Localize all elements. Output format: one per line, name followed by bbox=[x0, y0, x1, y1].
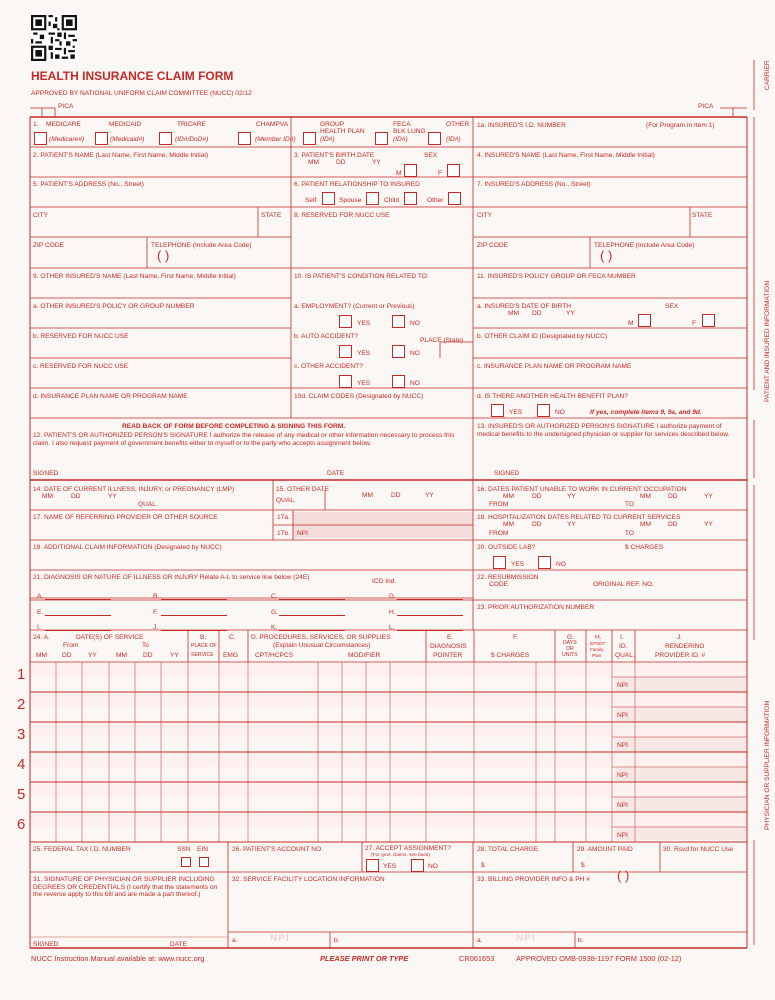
box9d-label: d. INSURANCE PLAN NAME OR PROGRAM NAME bbox=[33, 393, 188, 400]
box24-from: From bbox=[63, 642, 79, 649]
box11-label: 11. INSURED'S POLICY GROUP OR FECA NUMBER bbox=[477, 273, 636, 280]
box22-orig: ORIGINAL REF. NO. bbox=[593, 581, 654, 588]
footer-mid: PLEASE PRINT OR TYPE bbox=[320, 954, 409, 963]
box9a-label: a. OTHER INSURED'S POLICY OR GROUP NUMBER bbox=[33, 303, 195, 310]
other-id: (ID#) bbox=[446, 136, 461, 143]
10c-no: NO bbox=[410, 380, 420, 387]
service-line-npi: NPI bbox=[617, 742, 628, 749]
champva-checkbox[interactable] bbox=[238, 132, 251, 145]
box24j-rendering: RENDERING bbox=[665, 643, 705, 650]
diagnosis-line[interactable] bbox=[161, 615, 227, 616]
box24i-qual: QUAL. bbox=[615, 652, 635, 659]
box3-sex: SEX bbox=[424, 152, 438, 159]
box16-mm2: MM bbox=[640, 493, 651, 500]
box16-dd: DD bbox=[532, 493, 542, 500]
box3-mm: MM bbox=[308, 159, 319, 166]
service-line-number: 1 bbox=[17, 666, 26, 683]
box3-male-checkbox[interactable] bbox=[404, 164, 417, 177]
box31-text: 31. SIGNATURE OF PHYSICIAN OR SUPPLIER INCLUDING DEGREES OR CREDENTIALS (I certify that the statements on the reverse apply to this bill and are made a part thereof.) bbox=[33, 876, 218, 898]
27-yes-checkbox[interactable] bbox=[366, 859, 379, 872]
medicaid-label: MEDICAID bbox=[109, 121, 142, 128]
champva-id: (Member ID#) bbox=[255, 136, 296, 143]
box14-qual: QUAL. bbox=[138, 501, 158, 508]
service-line-number: 6 bbox=[17, 816, 26, 833]
box20-charges: $ CHARGES bbox=[625, 544, 664, 551]
box24b-label: B. bbox=[200, 634, 207, 641]
box11d-note: If yes, complete items 9, 9a, and 9d. bbox=[590, 409, 702, 416]
10b-no-checkbox[interactable] bbox=[392, 345, 405, 358]
box32a: a. bbox=[232, 937, 238, 944]
box32-label: 32. SERVICE FACILITY LOCATION INFORMATION bbox=[232, 876, 385, 883]
11a-m: M bbox=[628, 320, 634, 327]
carrier-label: CARRIER bbox=[764, 60, 771, 90]
box24-dates: DATE(S) OF SERVICE bbox=[76, 634, 144, 641]
box31-date: DATE bbox=[170, 941, 188, 948]
box10c-label: c. OTHER ACCIDENT? bbox=[294, 363, 363, 370]
box24g-days: DAYS bbox=[563, 640, 577, 646]
box6-child: Child bbox=[384, 197, 400, 204]
box24b-place: PLACE OF bbox=[191, 643, 217, 649]
medicare-label: MEDICARE bbox=[46, 121, 81, 128]
box24-dd1: DD bbox=[62, 652, 72, 659]
box15-qual: QUAL. bbox=[276, 497, 296, 504]
box8-label: 8. RESERVED FOR NUCC USE bbox=[294, 212, 390, 219]
box3-female-checkbox[interactable] bbox=[447, 164, 460, 177]
diagnosis-letter: F. bbox=[153, 609, 159, 616]
box31-signed: SIGNED bbox=[33, 941, 59, 948]
box3-yy: YY bbox=[372, 159, 381, 166]
box15-label: 15. OTHER DATE bbox=[276, 486, 330, 493]
box24h-plan: Plan bbox=[592, 653, 602, 658]
box9b-label: b. RESERVED FOR NUCC USE bbox=[33, 333, 129, 340]
group-label: GROUP bbox=[320, 121, 345, 128]
box6-other: Other bbox=[427, 197, 444, 204]
box16-yy: YY bbox=[567, 493, 576, 500]
box15-mm: MM bbox=[362, 492, 373, 499]
10b-no: NO bbox=[410, 350, 420, 357]
diagnosis-letter: I. bbox=[37, 624, 41, 631]
box33-label: 33. BILLING PROVIDER INFO & PH # bbox=[477, 876, 590, 883]
11a-yy: YY bbox=[566, 310, 575, 317]
box18-dd: DD bbox=[532, 521, 542, 528]
insured-telephone: TELEPHONE (Include Area Code) bbox=[594, 242, 695, 249]
box10-label: 10. IS PATIENT'S CONDITION RELATED TO: bbox=[294, 273, 429, 280]
box3-dd: DD bbox=[336, 159, 346, 166]
box24e-diag: DIAGNOSIS bbox=[430, 643, 467, 650]
box16-mm: MM bbox=[503, 493, 514, 500]
box24-mm2: MM bbox=[116, 652, 127, 659]
box24h-family: Family bbox=[590, 647, 604, 652]
box30-label: 30. Rsvd for NUCC Use bbox=[663, 846, 733, 853]
box24h-epsdt: EPSDT bbox=[590, 641, 606, 646]
diagnosis-line[interactable] bbox=[45, 615, 111, 616]
box17-label: 17. NAME OF REFERRING PROVIDER OR OTHER SOURCE bbox=[33, 514, 218, 521]
diagnosis-line[interactable] bbox=[45, 630, 111, 631]
box33a-npi: NPI bbox=[516, 933, 536, 944]
service-line-number: 3 bbox=[17, 726, 26, 743]
box28-label: 28. TOTAL CHARGE bbox=[477, 846, 539, 853]
read-back-notice: READ BACK OF FORM BEFORE COMPLETING & SIGNING THIS FORM. bbox=[122, 423, 346, 430]
box11d-label: d. IS THERE ANOTHER HEALTH BENEFIT PLAN? bbox=[477, 393, 628, 400]
box11a-sex: SEX bbox=[665, 303, 679, 310]
box12-text: 12. PATIENT'S OR AUTHORIZED PERSON'S SIGNATURE I authorize the release of any medical or other information necessary to process this claim. I also request payment of government benefits either to myself or to the party who accepts assignment below. bbox=[33, 432, 455, 447]
11a-mm: MM bbox=[508, 310, 519, 317]
insured-state: STATE bbox=[692, 212, 713, 219]
ssn-checkbox[interactable] bbox=[181, 857, 191, 867]
diagnosis-letter: J. bbox=[153, 624, 159, 631]
box25-ein: EIN bbox=[197, 846, 208, 853]
box12-signed: SIGNED bbox=[33, 470, 59, 477]
box24i-id: ID. bbox=[619, 643, 628, 650]
box12-date: DATE bbox=[327, 470, 345, 477]
box6-self: Self bbox=[305, 197, 317, 204]
medicare-checkbox[interactable] bbox=[34, 132, 47, 145]
box16-yy2: YY bbox=[704, 493, 713, 500]
box24-to: To bbox=[142, 642, 149, 649]
box24h-label: H. bbox=[595, 634, 602, 641]
other-rel-checkbox[interactable] bbox=[448, 192, 461, 205]
service-line-npi: NPI bbox=[617, 772, 628, 779]
10a-yes-checkbox[interactable] bbox=[339, 315, 352, 328]
medicaid-id: (Medicaid#) bbox=[110, 136, 145, 143]
box25-label: 25. FEDERAL TAX I.D. NUMBER bbox=[33, 846, 131, 853]
medicaid-checkbox[interactable] bbox=[95, 132, 108, 145]
physician-side-label: PHYSICIAN OR SUPPLIER INFORMATION bbox=[764, 700, 771, 830]
10a-no-checkbox[interactable] bbox=[392, 315, 405, 328]
box25-ssn: SSN bbox=[177, 846, 191, 853]
feca-label: FECA bbox=[393, 121, 411, 128]
box24c-label: C. bbox=[229, 634, 236, 641]
diagnosis-line[interactable] bbox=[279, 630, 345, 631]
diagnosis-letter: E. bbox=[37, 609, 44, 616]
box5-label: 5. PATIENT'S ADDRESS (No., Street) bbox=[33, 181, 144, 188]
other-label: OTHER bbox=[446, 121, 470, 128]
10c-yes: YES bbox=[357, 380, 371, 387]
box19-label: 19. ADDITIONAL CLAIM INFORMATION (Designated by NUCC) bbox=[33, 544, 222, 551]
box24-yy2: YY bbox=[170, 652, 179, 659]
box10d-label: 10d. CLAIM CODES (Designated by NUCC) bbox=[294, 393, 424, 400]
box18-mm: MM bbox=[503, 521, 514, 528]
10a-yes: YES bbox=[357, 320, 371, 327]
box9-label: 9. OTHER INSURED'S NAME (Last Name, First Name, Middle Initial) bbox=[33, 273, 236, 280]
20-no: NO bbox=[556, 561, 566, 568]
box33a: a. bbox=[477, 937, 483, 944]
10b-yes-checkbox[interactable] bbox=[339, 345, 352, 358]
box24j-provider: PROVIDER ID. # bbox=[655, 652, 706, 659]
box11a-label: a. INSURED'S DATE OF BIRTH bbox=[477, 303, 572, 310]
ein-checkbox[interactable] bbox=[199, 857, 209, 867]
box24i-label: I. bbox=[620, 634, 624, 641]
box24b-service: SERVICE bbox=[191, 652, 214, 658]
box18-yy: YY bbox=[567, 521, 576, 528]
self-checkbox[interactable] bbox=[322, 192, 335, 205]
diagnosis-letter: G. bbox=[271, 609, 278, 616]
11d-yes: YES bbox=[509, 409, 523, 416]
service-line-number: 2 bbox=[17, 696, 26, 713]
pica-right: PICA bbox=[698, 103, 714, 110]
patient-telephone: TELEPHONE (Include Area Code) bbox=[151, 242, 252, 249]
box6-label: 6. PATIENT RELATIONSHIP TO INSURED bbox=[294, 181, 420, 188]
27-no-checkbox[interactable] bbox=[411, 859, 424, 872]
box11b-label: b. OTHER CLAIM ID (Designated by NUCC) bbox=[477, 333, 608, 340]
box27-label: 27. ACCEPT ASSIGNMENT? bbox=[365, 845, 451, 852]
diagnosis-letter: D. bbox=[389, 593, 396, 600]
box33b: b. bbox=[578, 937, 584, 944]
footer-right: APPROVED OMB-0938-1197 FORM 1500 (02-12) bbox=[516, 954, 682, 963]
blk-lung-label: BLK LUNG bbox=[393, 128, 426, 135]
box11c-label: c. INSURANCE PLAN NAME OR PROGRAM NAME bbox=[477, 363, 632, 370]
box4-label: 4. INSURED'S NAME (Last Name, First Name, Middle Initial) bbox=[477, 152, 655, 159]
27-yes: YES bbox=[383, 863, 397, 870]
champva-label: CHAMPVA bbox=[256, 121, 289, 128]
box21-label: 21. DIAGNOSIS OR NATURE OF ILLNESS OR INJURY Relate A-L to service line below (24E) bbox=[33, 574, 310, 581]
10a-no: NO bbox=[410, 320, 420, 327]
box29-dollar: $ bbox=[581, 862, 585, 869]
insured-zip: ZIP CODE bbox=[477, 242, 509, 249]
11a-dd: DD bbox=[532, 310, 542, 317]
box1a-note: (For Program in Item 1) bbox=[646, 122, 715, 129]
footer-code: CR061653 bbox=[459, 954, 495, 963]
diagnosis-line[interactable] bbox=[397, 630, 463, 631]
20-yes: YES bbox=[511, 561, 525, 568]
box24-mm1: MM bbox=[36, 652, 47, 659]
box24g-label: G. bbox=[567, 634, 574, 641]
box24d-sub: (Explain Unusual Circumstances) bbox=[273, 642, 371, 649]
service-line-npi: NPI bbox=[617, 832, 628, 839]
diagnosis-letter: B. bbox=[153, 593, 160, 600]
box3-f: F bbox=[438, 170, 443, 177]
20-yes-checkbox[interactable] bbox=[493, 556, 506, 569]
box18-from: FROM bbox=[489, 530, 509, 537]
box21-icd: ICD Ind. bbox=[372, 578, 397, 585]
box24-yy1: YY bbox=[88, 652, 97, 659]
tricare-id: (ID#/DoD#) bbox=[175, 136, 209, 143]
box24e-label: E. bbox=[447, 634, 454, 641]
insured-phone-paren: ( ) bbox=[600, 248, 613, 263]
diagnosis-line[interactable] bbox=[279, 599, 345, 600]
box18-yy2: YY bbox=[704, 521, 713, 528]
box16-label: 16. DATES PATIENT UNABLE TO WORK IN CURRENT OCCUPATION bbox=[477, 486, 687, 493]
diagnosis-line[interactable] bbox=[161, 630, 227, 631]
box20-label: 20. OUTSIDE LAB? bbox=[477, 544, 536, 551]
box24d-cpt: CPT/HCPCS bbox=[255, 652, 294, 659]
patient-zip: ZIP CODE bbox=[33, 242, 65, 249]
service-line-number: 5 bbox=[17, 786, 26, 803]
box27-note: (For govt. claims, see back) bbox=[371, 853, 430, 858]
patient-side-label: PATIENT AND INSURED INFORMATION bbox=[764, 280, 771, 402]
box18-mm2: MM bbox=[640, 521, 651, 528]
box24g-units: UNITS bbox=[562, 652, 578, 658]
box2-label: 2. PATIENT'S NAME (Last Name, First Name, Middle Initial) bbox=[33, 152, 209, 159]
box1a-label: 1a. INSURED'S I.D. NUMBER bbox=[477, 122, 566, 129]
box13-signed: SIGNED bbox=[494, 470, 520, 477]
service-line-npi: NPI bbox=[617, 802, 628, 809]
box10b-label: b. AUTO ACCIDENT? bbox=[294, 333, 359, 340]
box17b-label: 17b. bbox=[277, 530, 290, 537]
diagnosis-line[interactable] bbox=[45, 599, 111, 600]
box23-label: 23. PRIOR AUTHORIZATION NUMBER bbox=[477, 604, 595, 611]
box7-label: 7. INSURED'S ADDRESS (No., Street) bbox=[477, 181, 591, 188]
27-no: NO bbox=[428, 863, 438, 870]
box10b-place: PLACE (State) bbox=[420, 337, 464, 344]
11d-yes-checkbox[interactable] bbox=[491, 404, 504, 417]
box24e-pointer: POINTER bbox=[433, 652, 463, 659]
diagnosis-line[interactable] bbox=[397, 599, 463, 600]
box13-text: 13. INSURED'S OR AUTHORIZED PERSON'S SIGNATURE I authorize payment of medical benefits to the undersigned physician or supplier for services described below. bbox=[477, 423, 730, 438]
box10a-label: a. EMPLOYMENT? (Current or Previous) bbox=[294, 303, 415, 310]
10b-yes: YES bbox=[357, 350, 371, 357]
box24j-label: J. bbox=[677, 634, 683, 641]
patient-state: STATE bbox=[261, 212, 282, 219]
box18-dd2: DD bbox=[668, 521, 678, 528]
group-id: (ID#) bbox=[320, 136, 335, 143]
box32a-npi: NPI bbox=[270, 933, 290, 944]
box32b: b. bbox=[334, 937, 340, 944]
diagnosis-letter: H. bbox=[389, 609, 396, 616]
10c-yes-checkbox[interactable] bbox=[339, 375, 352, 388]
tricare-checkbox[interactable] bbox=[159, 132, 172, 145]
box3-label: 3. PATIENT'S BIRTH DATE bbox=[294, 152, 375, 159]
box14-dd: DD bbox=[71, 493, 81, 500]
box14-mm: MM bbox=[42, 493, 53, 500]
box26-label: 26. PATIENT'S ACCOUNT NO. bbox=[232, 846, 324, 853]
box16-dd2: DD bbox=[668, 493, 678, 500]
footer-left: NUCC Instruction Manual available at: www.nucc.org bbox=[31, 954, 205, 963]
box29-label: 29. AMOUNT PAID bbox=[577, 846, 633, 853]
11a-male-checkbox[interactable] bbox=[638, 314, 651, 327]
box33-phone-paren: ( ) bbox=[617, 868, 630, 883]
box15-yy: YY bbox=[425, 492, 434, 499]
box17a-label: 17a. bbox=[277, 514, 290, 521]
box22-code: CODE bbox=[489, 581, 509, 588]
11d-no: NO bbox=[555, 409, 565, 416]
diagnosis-line[interactable] bbox=[397, 615, 463, 616]
insured-city: CITY bbox=[477, 212, 493, 219]
box1-num: 1. bbox=[33, 121, 39, 128]
11d-no-checkbox[interactable] bbox=[537, 404, 550, 417]
box3-m: M bbox=[396, 170, 402, 177]
box24f-label: F. bbox=[513, 634, 519, 641]
box14-yy: YY bbox=[108, 493, 117, 500]
box24d-modifier: MODIFIER bbox=[348, 652, 381, 659]
feca-id: (ID#) bbox=[393, 136, 408, 143]
20-no-checkbox[interactable] bbox=[538, 556, 551, 569]
box28-dollar: $ bbox=[481, 862, 485, 869]
form-title: HEALTH INSURANCE CLAIM FORM bbox=[31, 69, 234, 83]
spouse-checkbox[interactable] bbox=[366, 192, 379, 205]
box24c-emg: EMG bbox=[223, 652, 239, 659]
diagnosis-letter: C. bbox=[271, 593, 278, 600]
box24f-charges: $ CHARGES bbox=[491, 652, 530, 659]
diagnosis-letter: K. bbox=[271, 624, 278, 631]
diagnosis-line[interactable] bbox=[279, 615, 345, 616]
box18-label: 18. HOSPITALIZATION DATES RELATED TO CURRENT SERVICES bbox=[477, 514, 681, 521]
tricare-label: TRICARE bbox=[177, 121, 206, 128]
diagnosis-letter: A. bbox=[37, 593, 44, 600]
11a-f: F bbox=[692, 320, 697, 327]
pica-left: PICA bbox=[58, 103, 74, 110]
box18-to: TO bbox=[625, 530, 635, 537]
box24-dd2: DD bbox=[143, 652, 153, 659]
health-plan-label: HEALTH PLAN bbox=[320, 128, 365, 135]
box22-label: 22. RESUBMISSION bbox=[477, 574, 539, 581]
diagnosis-line[interactable] bbox=[161, 599, 227, 600]
service-line-npi: NPI bbox=[617, 712, 628, 719]
box14-label: 14. DATE OF CURRENT ILLNESS, INJURY, or PREGNANCY (LMP) bbox=[33, 486, 235, 493]
box17b-npi: NPI bbox=[297, 530, 308, 537]
child-checkbox[interactable] bbox=[404, 192, 417, 205]
diagnosis-letter: L. bbox=[389, 624, 395, 631]
box15-dd: DD bbox=[391, 492, 401, 499]
box24g-or: OR bbox=[566, 646, 574, 652]
approved-line: APPROVED BY NATIONAL UNIFORM CLAIM COMMITTEE (NUCC) 02/12 bbox=[31, 90, 252, 97]
other-checkbox[interactable] bbox=[428, 132, 441, 145]
10c-no-checkbox[interactable] bbox=[392, 375, 405, 388]
medicare-id: (Medicare#) bbox=[49, 136, 85, 143]
11a-female-checkbox[interactable] bbox=[702, 314, 715, 327]
box9c-label: c. RESERVED FOR NUCC USE bbox=[33, 363, 129, 370]
feca-checkbox[interactable] bbox=[375, 132, 388, 145]
patient-phone-paren: ( ) bbox=[157, 248, 170, 263]
box16-to: TO bbox=[625, 501, 635, 508]
box24a-label: 24. A. bbox=[33, 634, 50, 641]
service-line-npi: NPI bbox=[617, 682, 628, 689]
patient-city: CITY bbox=[33, 212, 49, 219]
service-line-number: 4 bbox=[17, 756, 26, 773]
group-checkbox[interactable] bbox=[303, 132, 316, 145]
box24d-label: D. PROCEDURES, SERVICES, OR SUPPLIES bbox=[251, 634, 391, 641]
box16-from: FROM bbox=[489, 501, 509, 508]
box6-spouse: Spouse bbox=[339, 197, 362, 204]
